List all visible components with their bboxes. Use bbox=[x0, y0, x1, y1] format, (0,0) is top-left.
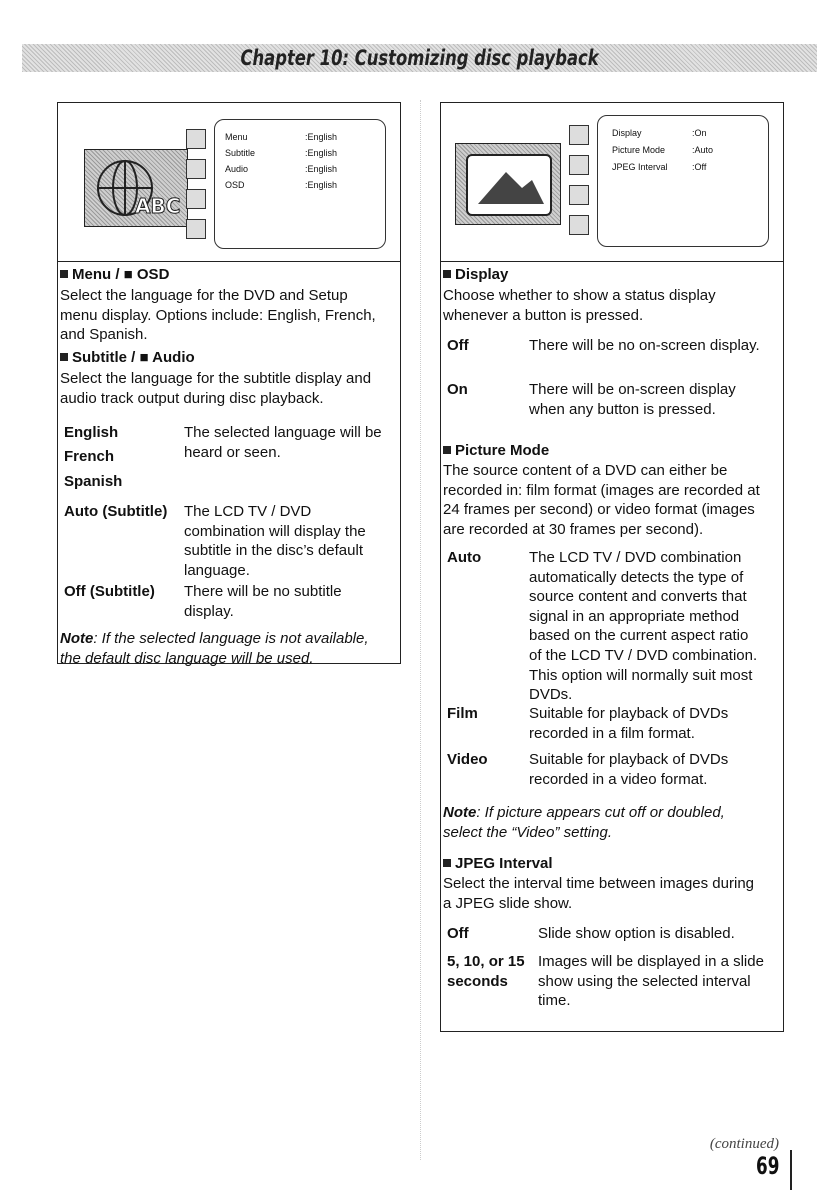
page-number-bar bbox=[790, 1150, 792, 1190]
left-panel bbox=[57, 102, 401, 667]
picture-auto-definition: The LCD TV / DVD combination automatically detects the type of source content and converts that signal in an appropriate method based on the current aspect ratio of the LCD TV / DVD combination. This option will normally suit most DVDs. bbox=[529, 549, 758, 704]
term-picture-film: Film bbox=[447, 705, 478, 722]
term-picture-video: Video bbox=[447, 751, 488, 768]
term-auto-subtitle: Auto (Subtitle) bbox=[64, 503, 168, 520]
osd-value: :On bbox=[692, 128, 707, 138]
picture-film-definition: Suitable for playback of DVDs recorded in a film format. bbox=[529, 705, 729, 742]
osd-row: JPEG Interval bbox=[612, 162, 668, 172]
term-french: French bbox=[64, 448, 115, 465]
osd-row: Picture Mode bbox=[612, 145, 666, 155]
osd-row: Subtitle bbox=[225, 148, 256, 158]
subtitle-audio-text: Select the language for the subtitle display and audio track output during disc playback. bbox=[60, 370, 372, 407]
continued-label: (continued) bbox=[709, 1136, 779, 1152]
display-on-definition: There will be on-screen display when any button is pressed. bbox=[529, 381, 736, 418]
osd-row: Audio bbox=[225, 164, 249, 174]
jpeg-seconds-definition: Images will be displayed in a slide show using the selected interval time. bbox=[538, 953, 764, 1010]
subtitle-audio-heading: Subtitle / ■ Audio bbox=[60, 349, 195, 366]
term-off-subtitle: Off (Subtitle) bbox=[64, 583, 155, 600]
chapter-title: Chapter 10: Customizing disc playback bbox=[240, 46, 599, 70]
menu-osd-heading: Menu / ■ OSD bbox=[60, 266, 169, 283]
osd-value: :English bbox=[305, 148, 338, 158]
picture-mode-text: The source content of a DVD can either be recorded in: film format (images are recorded at 24 frames per second) or video format (images are recorded at 30 frames per second). bbox=[443, 462, 760, 538]
auto-subtitle-definition: The LCD TV / DVD combination will display the subtitle in the disc’s default language. bbox=[184, 503, 366, 579]
osd-menu-box bbox=[597, 115, 769, 247]
right-note: Note: If picture appears cut off or doubled, select the “Video” setting. bbox=[443, 804, 725, 841]
menu-osd-text: Select the language for the DVD and Setup menu display. Options include: English, French, and Spanish. bbox=[60, 287, 376, 344]
page-number: 69 bbox=[756, 1152, 780, 1180]
setup-icon bbox=[186, 219, 206, 239]
audio-icon bbox=[186, 189, 206, 209]
osd-value: :Off bbox=[692, 162, 707, 172]
term-jpeg-off: Off bbox=[447, 925, 469, 942]
term-spanish: Spanish bbox=[64, 473, 123, 490]
setup-icon bbox=[569, 215, 589, 235]
off-subtitle-definition: There will be no subtitle display. bbox=[184, 583, 342, 620]
right-screen-illustration bbox=[441, 103, 783, 262]
jpeg-interval-text: Select the interval time between images during a JPEG slide show. bbox=[443, 875, 755, 912]
picture-mode-heading: Picture Mode bbox=[443, 442, 549, 459]
note-label: Note bbox=[443, 804, 477, 821]
chapter-header bbox=[22, 44, 817, 72]
note-label: Note bbox=[60, 630, 94, 647]
language-icon bbox=[186, 129, 206, 149]
picture-icon bbox=[186, 159, 206, 179]
term-display-off: Off bbox=[447, 337, 469, 354]
audio-icon bbox=[569, 185, 589, 205]
language-globe-icon bbox=[84, 149, 188, 227]
osd-row: Display bbox=[612, 128, 642, 138]
term-english: English bbox=[64, 424, 119, 441]
right-panel bbox=[440, 102, 784, 1032]
display-heading: Display bbox=[443, 266, 508, 283]
osd-row: OSD bbox=[225, 180, 245, 190]
osd-value: :Auto bbox=[692, 145, 714, 155]
picture-mode-icon bbox=[455, 143, 561, 225]
picture-icon bbox=[569, 155, 589, 175]
osd-menu-box bbox=[214, 119, 386, 249]
term-jpeg-seconds: 5, 10, or 15 seconds bbox=[447, 953, 525, 990]
display-off-definition: There will be no on-screen display. bbox=[529, 337, 760, 354]
osd-value: :English bbox=[305, 164, 338, 174]
osd-value: :English bbox=[305, 180, 338, 190]
lang-definition: The selected language will be heard or seen. bbox=[184, 424, 382, 461]
display-text: Choose whether to show a status display whenever a button is pressed. bbox=[443, 287, 716, 324]
language-icon bbox=[569, 125, 589, 145]
jpeg-off-definition: Slide show option is disabled. bbox=[538, 925, 735, 942]
abc-logo-text: ABC bbox=[135, 194, 181, 218]
term-display-on: On bbox=[447, 381, 468, 398]
osd-value: :English bbox=[305, 132, 338, 142]
picture-video-definition: Suitable for playback of DVDs recorded in a video format. bbox=[529, 751, 729, 788]
osd-row: Menu bbox=[225, 132, 248, 142]
jpeg-interval-heading: JPEG Interval bbox=[443, 855, 553, 872]
left-note: Note: If the selected language is not available, the default disc language will be used. bbox=[60, 630, 369, 667]
term-picture-auto: Auto bbox=[447, 549, 482, 566]
left-screen-illustration bbox=[58, 103, 400, 262]
column-divider bbox=[420, 100, 421, 1160]
